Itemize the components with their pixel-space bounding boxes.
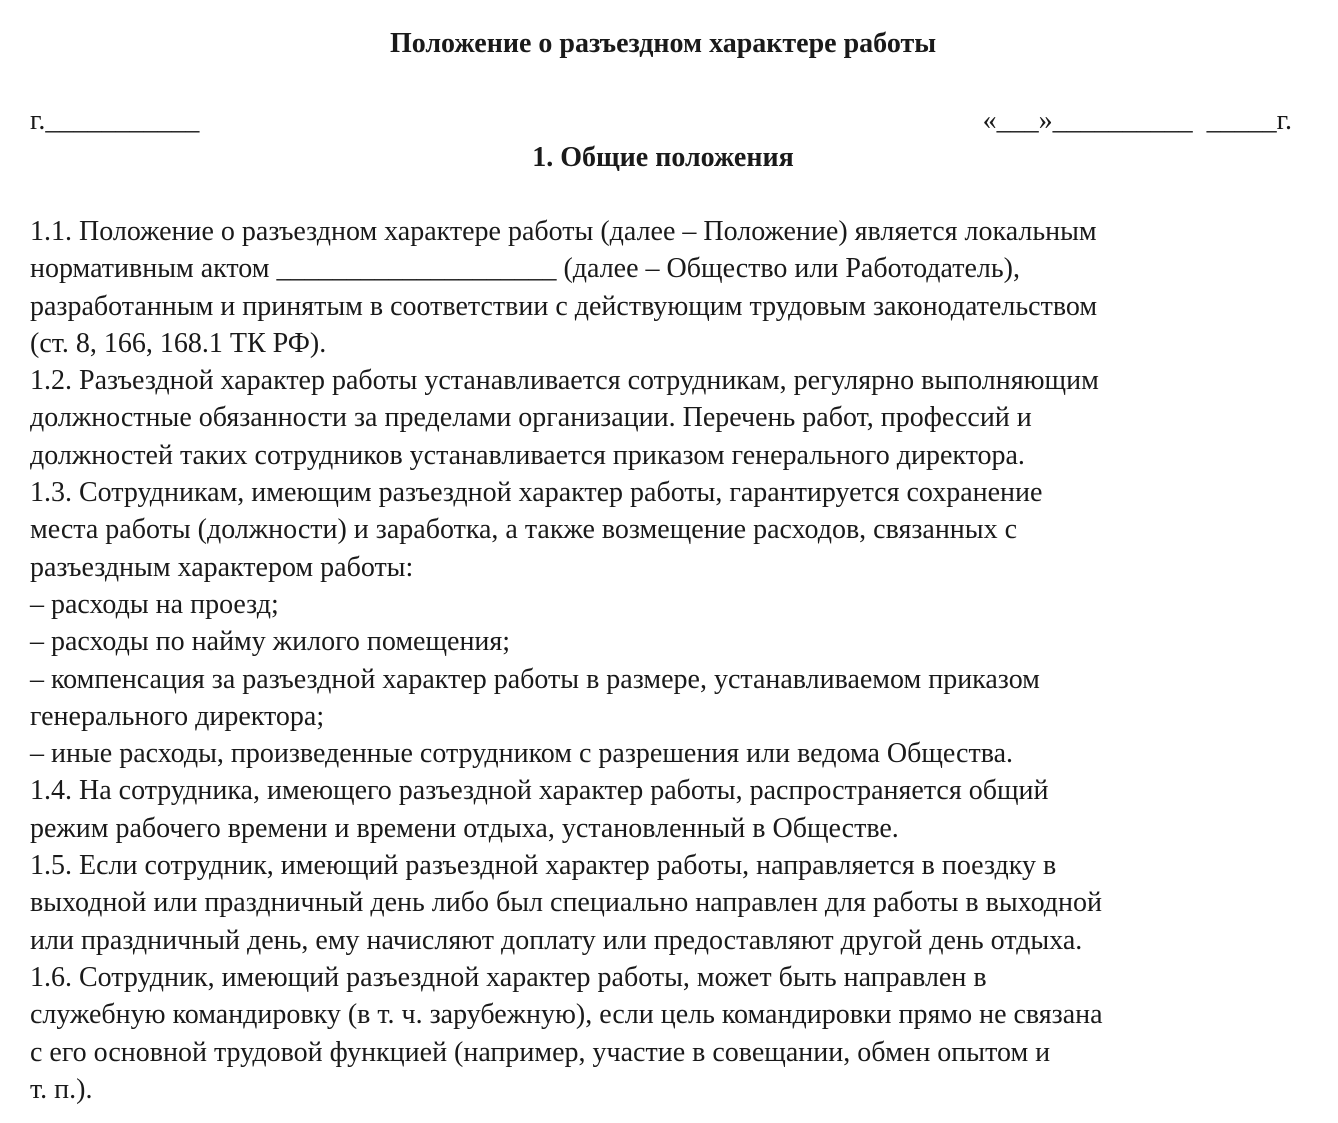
text-line: т. п.). xyxy=(30,1073,93,1105)
list-item: – компенсация за разъездной характер работы в размере, устанавливаемом приказом xyxy=(30,663,1040,695)
text-line: 1.6. Сотрудник, имеющий разъездной характер работы, может быть направлен в xyxy=(30,961,987,993)
text-line: разработанным и принятым в соответствии с действующим трудовым законодательством xyxy=(30,290,1098,322)
section-body xyxy=(30,213,1292,1108)
text-line: (ст. 8, 166, 168.1 ТК РФ). xyxy=(30,327,327,359)
section-title: 1. Общие положения xyxy=(532,142,794,173)
text-line: служебную командировку (в т. ч. зарубежную), если цель командировки прямо не связана xyxy=(30,999,1103,1031)
list-item: – расходы на проезд; xyxy=(30,588,279,620)
text-line: 1.3. Сотрудникам, имеющим разъездной характер работы, гарантируется сохранение xyxy=(30,477,1043,509)
document-title: Положение о разъездном характере работы xyxy=(389,28,937,59)
text-line: 1.1. Положение о разъездном характере работы (далее – Положение) является локальным xyxy=(30,216,1097,247)
list-item: – иные расходы, произведенные сотрудником с разрешения или ведома Общества. xyxy=(30,738,1013,770)
text-line: 1.2. Разъездной характер работы устанавливается сотрудникам, регулярно выполняющим xyxy=(30,365,1099,397)
text-line: или праздничный день, ему начисляют доплату или предоставляют другой день отдыха. xyxy=(30,924,1083,956)
text-line: выходной или праздничный день либо был специально направлен для работы в выходной xyxy=(30,887,1102,919)
text-line: должностей таких сотрудников устанавливается приказом генерального директора. xyxy=(30,439,1025,471)
city-field: г.___________ xyxy=(30,105,200,136)
text-line: генерального директора; xyxy=(30,700,325,732)
text-line: режим рабочего времени и времени отдыха, установленный в Обществе. xyxy=(30,812,899,844)
date-field: «___»__________ _____г. xyxy=(982,105,1292,136)
text-line: должностные обязанности за пределами организации. Перечень работ, профессий и xyxy=(30,402,1032,434)
list-item: – расходы по найму жилого помещения; xyxy=(30,626,511,658)
place-date-line xyxy=(30,103,1292,139)
text-line: 1.4. На сотрудника, имеющего разъездной характер работы, распространяется общий xyxy=(30,775,1049,807)
text-line: с его основной трудовой функцией (например, участие в совещании, обмен опытом и xyxy=(30,1036,1051,1068)
text-line: места работы (должности) и заработка, а также возмещение расходов, связанных с xyxy=(30,514,1018,546)
text-line: разъездным характером работы: xyxy=(30,551,414,583)
text-line: 1.5. Если сотрудник, имеющий разъездной характер работы, направляется в поездку в xyxy=(30,850,1057,882)
text-line: нормативным актом ____________________ (далее – Общество или Работодатель), xyxy=(30,253,1020,285)
